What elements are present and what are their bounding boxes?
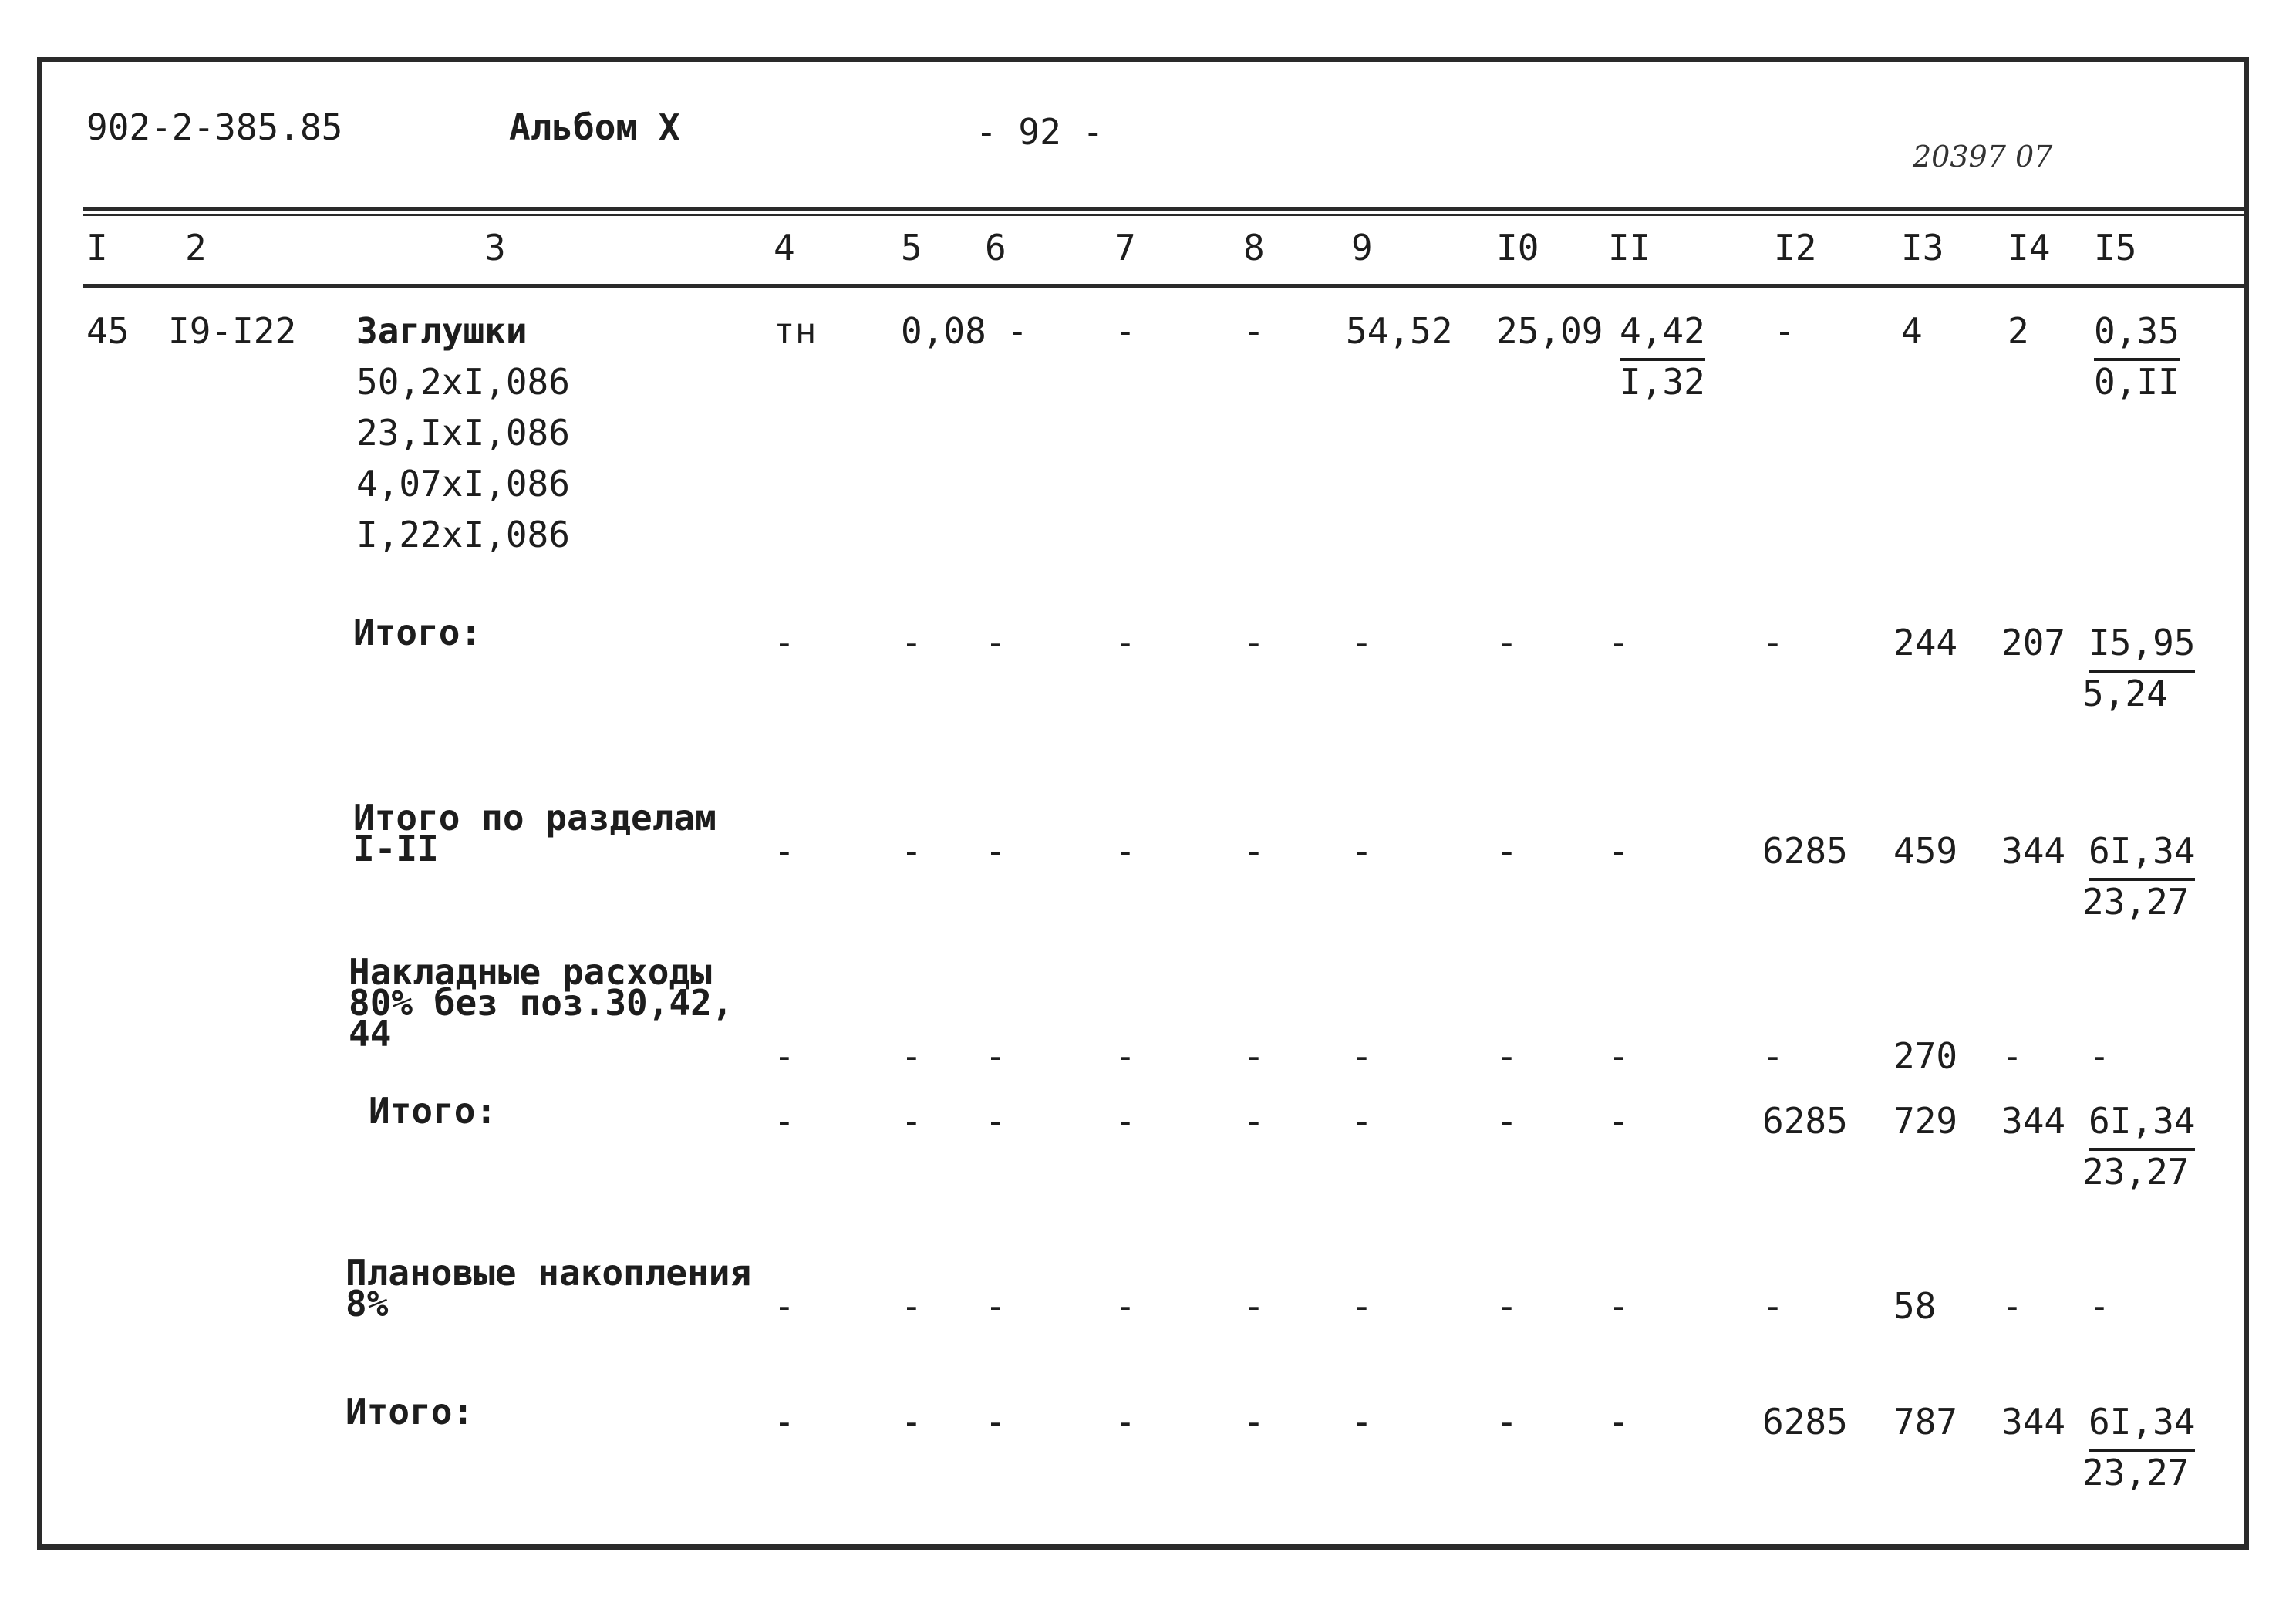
summary-col15-top: - xyxy=(2089,1035,2110,1077)
summary-dash: - xyxy=(1114,1100,1136,1142)
summary-dash: - xyxy=(1243,1035,1265,1077)
summary-dash: - xyxy=(985,1035,1006,1077)
summary-col15-top: 6I,34 xyxy=(2089,1396,2195,1452)
summary-dash: - xyxy=(901,1401,922,1443)
col-header-6: 6 xyxy=(985,227,1006,268)
summary-dash: - xyxy=(1608,1285,1630,1327)
summary-col12: - xyxy=(1762,1035,1784,1077)
summary-col13: 459 xyxy=(1893,830,1958,872)
summary-label-line: Плановые накопления xyxy=(346,1252,752,1294)
summary-col12: 6285 xyxy=(1762,1401,1848,1443)
row-col7: - xyxy=(1114,310,1136,352)
row-col15-top: 0,35 xyxy=(2094,305,2180,361)
row-description xyxy=(356,305,570,560)
summary-label-line: Итого: xyxy=(346,1391,474,1432)
summary-label xyxy=(346,1252,752,1324)
col-header-13: I3 xyxy=(1901,227,1944,268)
row-col6: - xyxy=(1006,310,1028,352)
summary-col14: - xyxy=(2001,1035,2023,1077)
summary-dash: - xyxy=(901,830,922,872)
column-header-rule xyxy=(83,284,2244,288)
summary-label xyxy=(353,797,716,869)
row-col15-bottom: 0,II xyxy=(2094,361,2180,403)
summary-dash: - xyxy=(1114,1401,1136,1443)
summary-dash: - xyxy=(774,622,795,663)
summary-dash: - xyxy=(1608,830,1630,872)
col-header-2: 2 xyxy=(185,227,207,268)
summary-label-line: Итого: xyxy=(369,1090,497,1132)
row-code: I9-I22 xyxy=(168,310,297,352)
summary-col15-top: 6I,34 xyxy=(2089,1095,2195,1151)
row-col13: 4 xyxy=(1901,310,1923,352)
row-col11-bottom: I,32 xyxy=(1620,361,1705,403)
summary-dash: - xyxy=(985,1100,1006,1142)
summary-label-line: 80% без поз.30,42, xyxy=(349,982,733,1024)
summary-label xyxy=(346,1391,474,1432)
col-header-11: II xyxy=(1608,227,1651,268)
summary-dash: - xyxy=(1243,622,1265,663)
summary-label-line: Итого по разделам xyxy=(353,797,716,839)
summary-col15-top: - xyxy=(2089,1285,2110,1327)
summary-col14: 344 xyxy=(2001,830,2066,872)
summary-dash: - xyxy=(774,1285,795,1327)
summary-dash: - xyxy=(1351,830,1373,872)
col-header-7: 7 xyxy=(1114,227,1136,268)
summary-dash: - xyxy=(1608,1401,1630,1443)
stamp-number: 20397 07 xyxy=(1913,140,2053,174)
summary-dash: - xyxy=(985,830,1006,872)
summary-col13: 729 xyxy=(1893,1100,1958,1142)
summary-col15-bottom: 23,27 xyxy=(2082,881,2190,923)
row-col11-top: 4,42 xyxy=(1620,305,1705,361)
summary-dash: - xyxy=(1351,1035,1373,1077)
summary-dash: - xyxy=(1496,622,1518,663)
summary-dash: - xyxy=(1496,1100,1518,1142)
summary-dash: - xyxy=(1243,1401,1265,1443)
summary-dash: - xyxy=(774,1401,795,1443)
summary-dash: - xyxy=(1351,1285,1373,1327)
col-header-10: I0 xyxy=(1496,227,1539,268)
summary-dash: - xyxy=(1243,1100,1265,1142)
row-quantity: 0,08 xyxy=(901,310,986,352)
col-header-5: 5 xyxy=(901,227,922,268)
col-header-8: 8 xyxy=(1243,227,1265,268)
col-header-4: 4 xyxy=(774,227,795,268)
summary-dash: - xyxy=(1608,1035,1630,1077)
summary-col13: 787 xyxy=(1893,1401,1958,1443)
summary-label xyxy=(369,1090,497,1132)
summary-label-line: 8% xyxy=(346,1283,389,1324)
col-header-14: I4 xyxy=(2008,227,2051,268)
summary-dash: - xyxy=(901,1285,922,1327)
summary-dash: - xyxy=(1496,1035,1518,1077)
summary-col14: 207 xyxy=(2001,622,2066,663)
col-header-1: I xyxy=(86,227,108,268)
row-description-line: 23,IxI,086 xyxy=(356,412,570,454)
summary-col12: - xyxy=(1762,622,1784,663)
summary-dash: - xyxy=(985,1401,1006,1443)
summary-dash: - xyxy=(1243,1285,1265,1327)
row-description-line: I,22xI,086 xyxy=(356,514,570,555)
summary-dash: - xyxy=(1351,1100,1373,1142)
summary-col14: 344 xyxy=(2001,1100,2066,1142)
summary-label xyxy=(349,951,733,1055)
summary-dash: - xyxy=(774,830,795,872)
summary-dash: - xyxy=(901,1100,922,1142)
page-number: - 92 - xyxy=(976,111,1104,153)
summary-dash: - xyxy=(1114,830,1136,872)
summary-dash: - xyxy=(1351,1401,1373,1443)
summary-col15-bottom: 23,27 xyxy=(2082,1452,2190,1493)
summary-dash: - xyxy=(985,622,1006,663)
summary-dash: - xyxy=(1608,1100,1630,1142)
summary-col13: 244 xyxy=(1893,622,1958,663)
col-header-3: 3 xyxy=(484,227,506,268)
album-label: Альбом X xyxy=(509,106,680,148)
summary-dash: - xyxy=(985,1285,1006,1327)
summary-col15-bottom: 23,27 xyxy=(2082,1151,2190,1193)
summary-col14: 344 xyxy=(2001,1401,2066,1443)
col-header-12: I2 xyxy=(1774,227,1817,268)
summary-label-line: 44 xyxy=(349,1013,392,1055)
summary-dash: - xyxy=(774,1100,795,1142)
summary-col12: 6285 xyxy=(1762,830,1848,872)
summary-dash: - xyxy=(1243,830,1265,872)
summary-col13: 58 xyxy=(1893,1285,1937,1327)
summary-col12: - xyxy=(1762,1285,1784,1327)
summary-label-line: I-II xyxy=(353,828,439,869)
summary-dash: - xyxy=(1496,1401,1518,1443)
row-col12: - xyxy=(1774,310,1795,352)
summary-dash: - xyxy=(1351,622,1373,663)
summary-label-line: Накладные расходы xyxy=(349,951,712,993)
summary-dash: - xyxy=(1608,622,1630,663)
header-rule-thin xyxy=(83,214,2244,216)
row-col10: 25,09 xyxy=(1496,310,1603,352)
summary-dash: - xyxy=(1496,830,1518,872)
doc-code: 902-2-385.85 xyxy=(86,106,343,148)
summary-dash: - xyxy=(1114,622,1136,663)
summary-dash: - xyxy=(901,622,922,663)
col-header-15: I5 xyxy=(2094,227,2137,268)
summary-col12: 6285 xyxy=(1762,1100,1848,1142)
summary-label xyxy=(353,612,482,653)
row-description-line: 50,2xI,086 xyxy=(356,361,570,403)
summary-dash: - xyxy=(901,1035,922,1077)
summary-col13: 270 xyxy=(1893,1035,1958,1077)
col-header-9: 9 xyxy=(1351,227,1373,268)
summary-dash: - xyxy=(1114,1285,1136,1327)
summary-dash: - xyxy=(774,1035,795,1077)
row-unit: тн xyxy=(774,310,817,352)
row-description-line: Заглушки xyxy=(356,310,528,352)
summary-col15-top: 6I,34 xyxy=(2089,825,2195,881)
summary-col15-top: I5,95 xyxy=(2089,617,2195,673)
row-col14: 2 xyxy=(2008,310,2029,352)
header-rule-top xyxy=(83,207,2244,211)
summary-label-line: Итого: xyxy=(353,612,482,653)
summary-col15-bottom: 5,24 xyxy=(2082,673,2168,714)
summary-dash: - xyxy=(1496,1285,1518,1327)
row-col9: 54,52 xyxy=(1346,310,1453,352)
row-description-line: 4,07xI,086 xyxy=(356,463,570,504)
summary-dash: - xyxy=(1114,1035,1136,1077)
summary-col14: - xyxy=(2001,1285,2023,1327)
row-number: 45 xyxy=(86,310,130,352)
row-col8: - xyxy=(1243,310,1265,352)
